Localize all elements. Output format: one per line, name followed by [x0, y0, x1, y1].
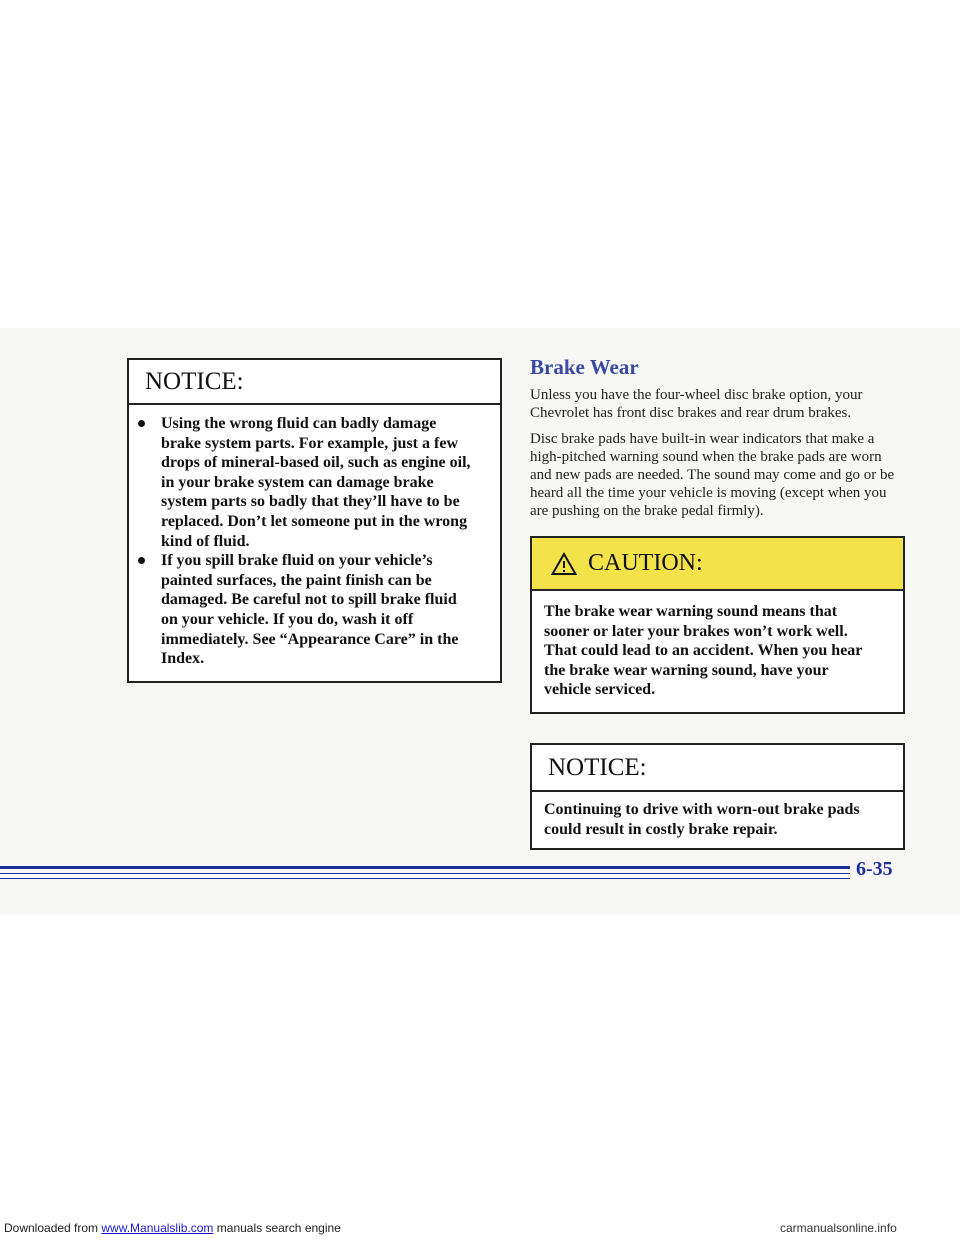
caution-title: CAUTION:	[588, 550, 703, 576]
footer-suffix: manuals search engine	[213, 1221, 341, 1235]
footer-rule-thin	[0, 873, 850, 874]
footer-rule-thick	[0, 866, 850, 869]
notice-title: NOTICE:	[548, 754, 647, 781]
footer-prefix: Downloaded from	[4, 1221, 102, 1235]
download-footer	[4, 1221, 341, 1235]
section-heading: Brake Wear	[530, 355, 639, 379]
caution-box	[530, 536, 905, 714]
notice-header	[532, 745, 903, 792]
caution-header	[532, 538, 903, 591]
watermark-text: carmanualsonline.info	[780, 1221, 897, 1235]
notice-header	[129, 360, 500, 405]
notice-text: Continuing to drive with worn-out brake pads could result in costly brake repair.	[544, 801, 860, 838]
paragraph-wear-indicators: Disc brake pads have built-in wear indicators that make a high-pitched warning sound when the brake pads are worn and new pads are needed. The sound may come and go or be heard all the time your vehicle is moving (except when you are pushing on the brake pedal firmly).	[530, 431, 895, 519]
paragraph-disc-option: Unless you have the four-wheel disc brake option, your Chevrolet has front disc brakes and rear drum brakes.	[530, 387, 863, 421]
notice-bullet-list	[129, 405, 500, 669]
notice-bullet-item	[129, 551, 476, 669]
bullet-icon	[138, 420, 145, 427]
warning-triangle-icon	[551, 552, 577, 576]
notice-bullet-text: Using the wrong fluid can badly damage brake system parts. For example, just a few drops of mineral-based oil, such as engine oil, in your brake system can damage brake system parts so badly that they’ll have to be replaced. Don’t let someone put in the wrong kind of fluid.	[161, 415, 471, 550]
notice-box-right	[530, 743, 905, 850]
notice-title: NOTICE:	[145, 368, 244, 395]
notice-bullet-item	[129, 414, 476, 551]
page-number: 6-35	[856, 858, 893, 880]
caution-text: The brake wear warning sound means that sooner or later your brakes won’t work well. That could lead to an accident. When you hear the brake wear warning sound, have your vehicle serviced.	[544, 603, 863, 699]
notice-bullet-text: If you spill brake fluid on your vehicle’s painted surfaces, the paint finish can be damaged. Be careful not to spill brake fluid on your vehicle. If you do, wash it off immediately. See “Appearance Care” in the Index.	[161, 552, 459, 668]
footer-rule-thin	[0, 878, 850, 879]
bullet-icon	[138, 557, 145, 564]
manualslib-link[interactable]: www.Manualslib.com	[101, 1221, 214, 1235]
notice-box-left	[127, 358, 502, 683]
